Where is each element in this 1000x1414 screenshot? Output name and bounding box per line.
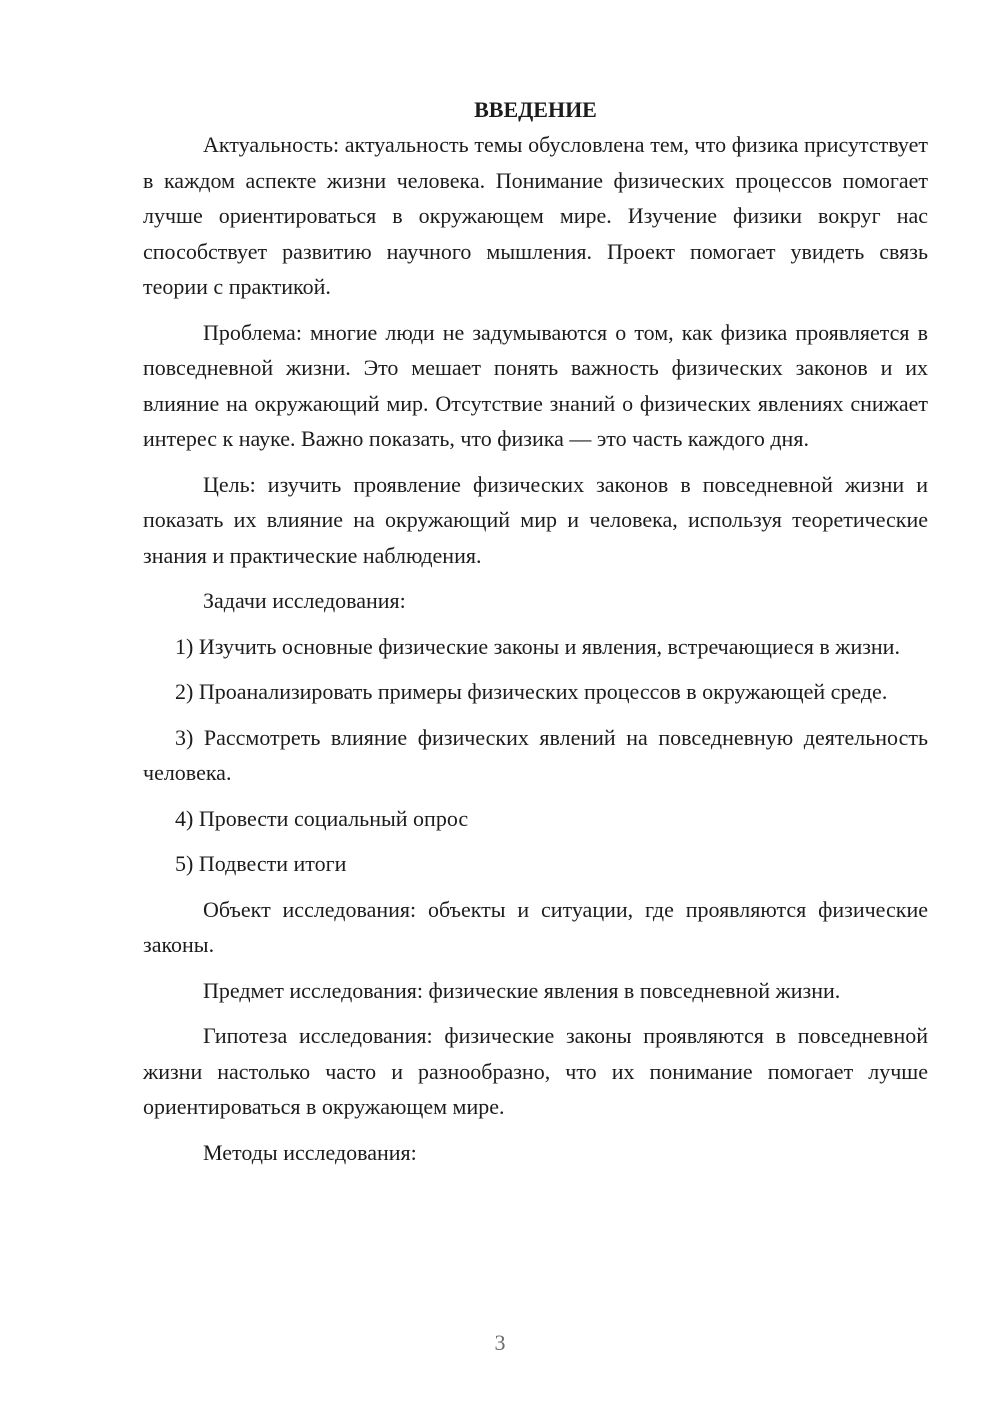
page-number: 3: [494, 1330, 506, 1355]
methods-heading: Методы исследования:: [203, 1139, 417, 1165]
list-item: 4) Провести социальный опрос: [175, 805, 469, 831]
relevance-paragraph: Актуальность: актуальность темы обусловлена тем, что физика присутствует в каждом аспекте жизни человека. Понимание физических процессов помогает лучше ориентироваться в окружающем мире. Изучение физики вокруг нас способствует развитию научного мышления. Проект помогает увидеть связь теории с практикой.: [143, 132, 928, 299]
subject-paragraph: Предмет исследования: физические явления в повседневной жизни.: [203, 977, 841, 1003]
list-item: 5) Подвести итоги: [175, 851, 347, 876]
hypothesis-paragraph: Гипотеза исследования: физические законы проявляются в повседневной жизни настолько часто и разнообразно, что их понимание помогает лучше ориентироваться в окружающем мире.: [143, 1023, 928, 1119]
list-item: 3) Рассмотреть влияние физических явлений на повседневную деятельность человека.: [143, 724, 928, 785]
list-item: 2) Проанализировать примеры физических процессов в окружающей среде.: [175, 679, 888, 704]
object-paragraph: Объект исследования: объекты и ситуации, где проявляются физические законы.: [143, 896, 928, 957]
section-title: ВВЕДЕНИЕ: [474, 97, 597, 122]
tasks-heading: Задачи исследования:: [203, 588, 406, 613]
list-item: 1) Изучить основные физические законы и явления, встречающиеся в жизни.: [175, 633, 900, 659]
tasks-list: [143, 629, 928, 882]
goal-paragraph: Цель: изучить проявление физических законов в повседневной жизни и показать их влияние на окружающий мир и человека, используя теоретические знания и практические наблюдения.: [143, 471, 928, 568]
document-page: [143, 92, 928, 1180]
problem-paragraph: Проблема: многие люди не задумываются о том, как физика проявляется в повседневной жизни. Это мешает понять важность физических законов и их влияние на окружающий мир. Отсутствие знаний о физических явлениях снижает интерес к науке. Важно показать, что физика — это часть каждого дня.: [143, 319, 928, 451]
